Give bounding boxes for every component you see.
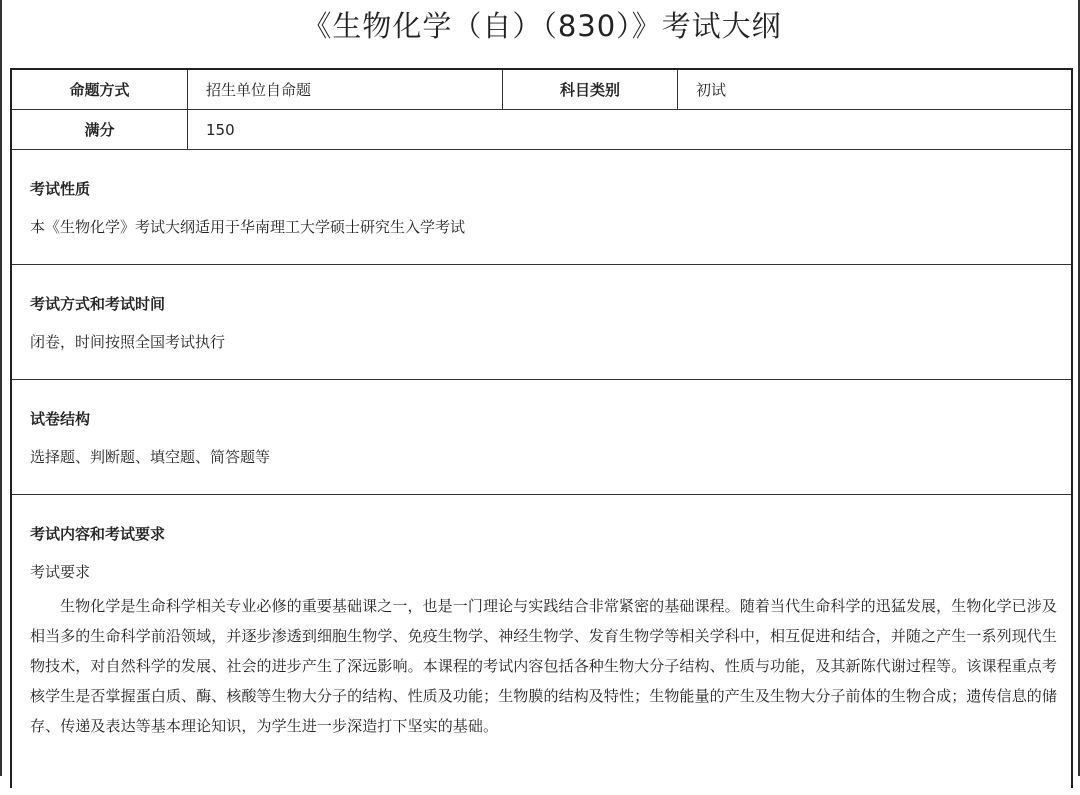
- section-exam-format-time: [12, 265, 1071, 380]
- label-subject-category: 科目类别: [502, 70, 677, 110]
- document-title: 《生物化学（自）（830）》考试大纲: [302, 9, 782, 43]
- section-paper-structure: [12, 380, 1071, 495]
- section-paragraph: 生物化学是生命科学相关专业必修的重要基础课之一，也是一门理论与实践结合非常紧密的基础课程。随着当代生命科学的迅猛发展，生物化学已涉及相当多的生命科学前沿领域，并逐步渗透到细胞生物学、免疫生物学、神经生物学、发育生物学等相关学科中，相互促进和结合，并随之产生一系列现代生物技术，对自然科学的发展、社会的进步产生了深远影响。本课程的考试内容包括各种生物大分子结构、性质与功能，及其新陈代谢过程等。该课程重点考核学生是否掌握蛋白质、酶、核酸等生物大分子的结构、性质及功能；生物膜的结构及特性；生物能量的产生及生物大分子前体的生物合成；遗传信息的储存、传递及表达等基本理论知识，为学生进一步深造打下坚实的基础。: [30, 597, 1057, 735]
- info-row-method: [12, 70, 1071, 110]
- section-subheading: 考试要求: [30, 563, 91, 581]
- value-exam-setter: 招生单位自命题: [187, 70, 502, 110]
- section-exam-nature: [12, 150, 1071, 265]
- exam-outline-table: [10, 68, 1073, 788]
- section-title: 考试内容和考试要求: [30, 525, 166, 543]
- section-exam-content: [12, 495, 1071, 795]
- info-row-score: [12, 110, 1071, 150]
- label-exam-setter: 命题方式: [69, 81, 130, 99]
- value-subject-category: 初试: [677, 70, 1071, 110]
- value-full-score: 150: [187, 110, 1071, 150]
- section-text: 选择题、判断题、填空题、简答题等: [30, 448, 271, 466]
- label-full-score: 满分: [84, 121, 115, 139]
- section-title: 考试性质: [30, 180, 91, 198]
- section-text: 本《生物化学》考试大纲适用于华南理工大学硕士研究生入学考试: [30, 218, 466, 236]
- section-title: 试卷结构: [30, 410, 91, 428]
- section-title: 考试方式和考试时间: [30, 295, 166, 313]
- section-text: 闭卷，时间按照全国考试执行: [30, 333, 226, 351]
